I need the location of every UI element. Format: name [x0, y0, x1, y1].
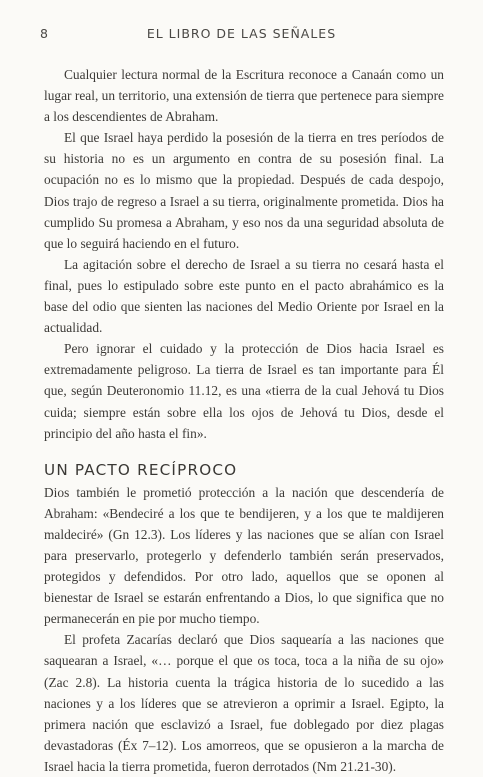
- page-number: 8: [40, 26, 49, 41]
- paragraph: La agitación sobre el derecho de Israel a su tierra no cesará hasta el final, pues lo estipulado sobre este punto en el pacto abrahámico es la base del odio que sienten las naciones del Medio Oriente por Israel en la actualidad.: [44, 256, 444, 336]
- paragraph: Pero ignorar el cuidado y la protección de Dios hacia Israel es extremadamente peligroso. La tierra de Israel es tan importante para Él que, según Deuteronomio 11.12, es una «tierra de la cual Jehová tu Dios cuida; siempre están sobre ella los ojos de Jehová tu Dios, desde el principio del año hasta el fin».: [44, 341, 444, 441]
- body-text: [44, 64, 444, 777]
- paragraph: El profeta Zacarías declaró que Dios saquearía a las naciones que saquearan a Israel, «… porque el que os toca, toca a la niña de su ojo» (Zac 2.8). La historia cuenta la trágica historia de lo sucedido a las naciones y a los líderes que se atrevieron a oprimir a Israel. Egipto, la primera nación que esclavizó a Israel, fue doblegado por diez plagas devastadoras (Éx 7–12). Los amorreos, que se opusieron a la marcha de Israel hacia la tierra prometida, fueron derrotados (Nm 21.21-30).: [44, 632, 444, 774]
- running-title: EL LIBRO DE LAS SEÑALES: [146, 26, 337, 41]
- section-heading: UN PACTO RECÍPROCO: [44, 460, 238, 479]
- paragraph: Dios también le prometió protección a la nación que descendería de Abraham: «Bendeciré a los que te bendijeren, y a los que te maldijeren maldeciré» (Gn 12.3). Los líderes y las naciones que se alían con Israel para preservarlo, protegerlo y defenderlo también serán preservados, protegidos y defendidos. Por otro lado, aquellos que se oponen al bienestar de Israel se estarán enfrentando a Dios, lo que significa que no permanecerán en pie por mucho tiempo.: [44, 484, 444, 627]
- paragraph: Cualquier lectura normal de la Escritura reconoce a Canaán como un lugar real, un territorio, una extensión de tierra que pertenece para siempre a los descendientes de Abraham.: [44, 67, 444, 125]
- page-header: [40, 26, 443, 42]
- paragraph: El que Israel haya perdido la posesión de la tierra en tres períodos de su historia no es un argumento en contra de su posesión final. La ocupación no es lo mismo que la propiedad. Después de cada despojo, Dios trajo de regreso a Israel a su tierra, originalmente prometida. Dios ha cumplido Su promesa a Abraham, y eso nos da una seguridad absoluta de que lo seguirá haciendo en el futuro.: [44, 130, 444, 251]
